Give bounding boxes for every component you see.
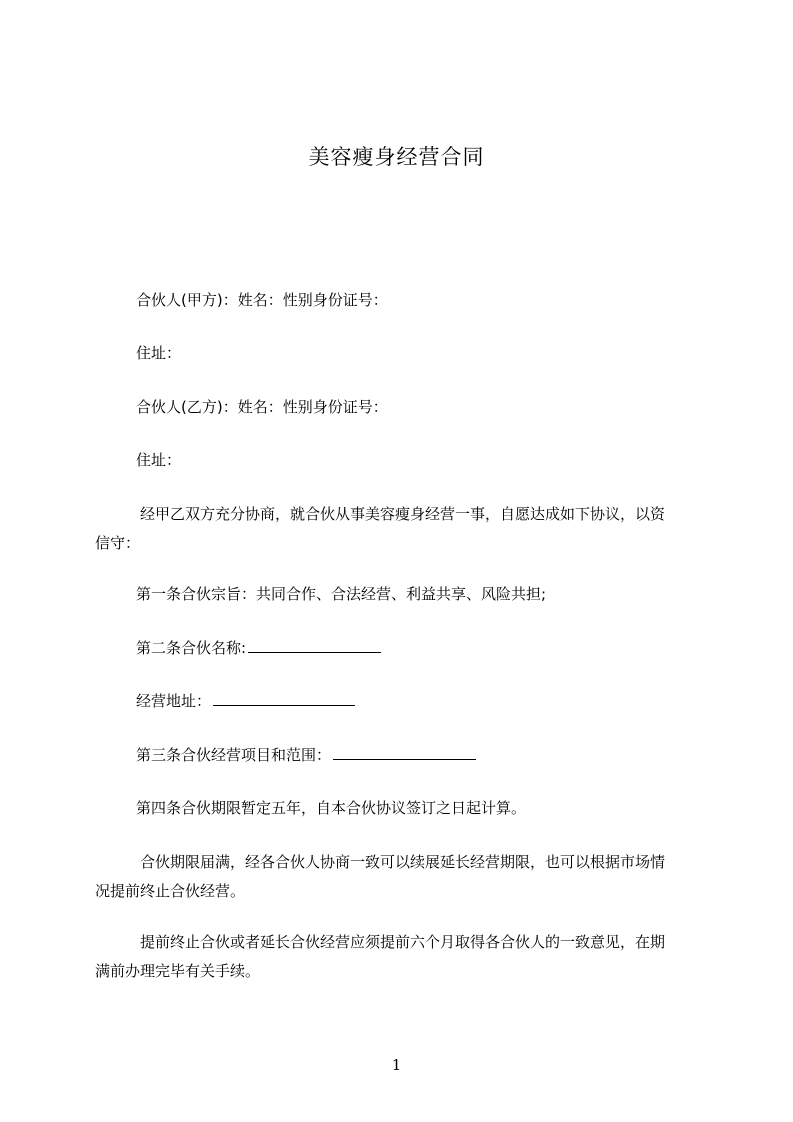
term-paragraph xyxy=(95,848,707,906)
party-a-address: 住址： xyxy=(136,344,182,362)
term-line-1: 合伙期限届满，经各合伙人协商一致可以续展延长经营期限，也可以根据市场情 xyxy=(140,853,666,871)
preamble-paragraph xyxy=(95,500,707,558)
term-line-2: 况提前终止合伙经营。 xyxy=(95,882,246,900)
article-3-line xyxy=(95,741,707,770)
page-number: 1 xyxy=(391,1056,402,1074)
party-a-line: 合伙人(甲方)：姓名：性别身份证号： xyxy=(136,291,388,309)
business-address-blank-underline xyxy=(213,691,355,706)
preamble-line-1: 经甲乙双方充分协商，就合伙从事美容瘦身经营一事，自愿达成如下协议，以资 xyxy=(140,505,666,523)
article-3-label: 第三条合伙经营项目和范围： xyxy=(136,746,332,764)
party-b-line: 合伙人(乙方)：姓名：性别身份证号： xyxy=(136,398,388,416)
article-2-label: 第二条合伙名称: xyxy=(136,639,247,657)
early-termination-line-1: 提前终止合伙或者延长合伙经营应须提前六个月取得各合伙人的一致意见，在期 xyxy=(140,933,666,951)
article-2-blank-underline xyxy=(248,638,381,653)
article-3-blank-underline xyxy=(333,745,476,760)
document-title: 美容瘦身经营合同 xyxy=(308,145,485,169)
party-b-address: 住址： xyxy=(136,451,182,469)
business-address-line xyxy=(95,687,707,716)
preamble-line-2: 信守： xyxy=(95,534,141,552)
business-address-label: 经营地址： xyxy=(136,692,212,710)
article-4: 第四条合伙期限暂定五年，自本合伙协议签订之日起计算。 xyxy=(136,799,527,817)
early-termination-paragraph xyxy=(95,928,707,986)
early-termination-line-2: 满前办理完毕有关手续。 xyxy=(95,962,261,980)
article-2-line xyxy=(95,634,707,663)
article-1: 第一条合伙宗旨：共同合作、合法经营、利益共享、风险共担; xyxy=(136,585,547,603)
